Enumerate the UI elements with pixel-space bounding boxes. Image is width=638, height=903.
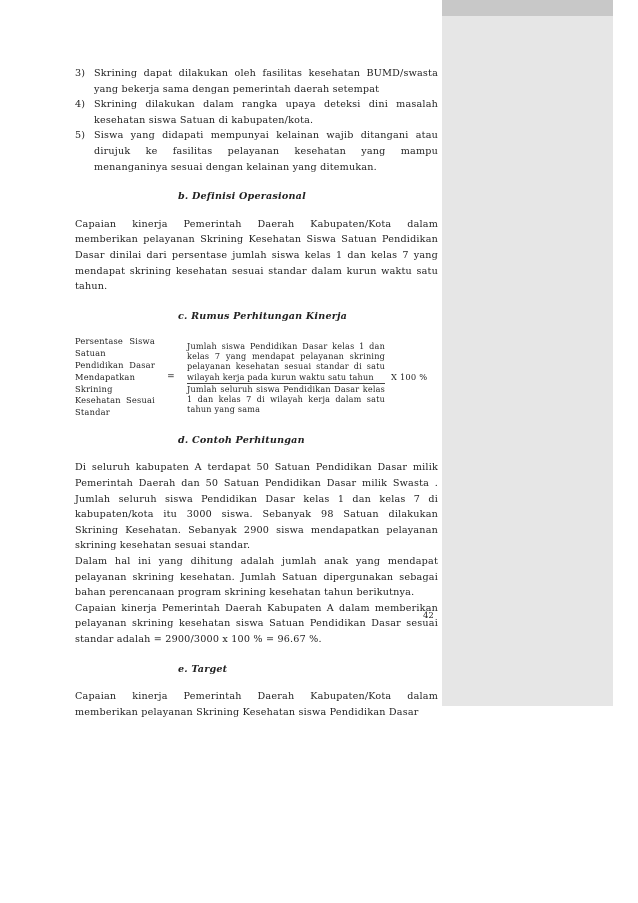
target-paragraph <box>75 689 438 720</box>
paragraph-text: Di seluruh kabupaten A terdapat 50 Satuan Pendidikan Dasar milik Pemerintah Daerah dan 50 Satuan Pendidikan Dasar milik Swasta . Jumlah seluruh siswa Pendidikan Dasar kelas 1 dan kelas 7 di kabupaten/kota itu 3000 siswa. Sebanyak 98 Satuan dilakukan Skrining Kesehatan. Sebanyak 2900 siswa mendapatkan pelayanan skrining kesehatan sesuai standar. <box>75 462 438 552</box>
formula-fraction <box>187 341 385 414</box>
list-text: Skrining dilakukan dalam rangka upaya deteksi dini masalah kesehatan siswa Satuan di kabupaten/kota. <box>94 99 438 126</box>
paragraph-text: Dalam hal ini yang dihitung adalah jumlah anak yang mendapat pelayanan skrining kesehatan. Jumlah Satuan dipergunakan sebagai bahan perencanaan program skrining kesehatan tahun berikutnya. <box>75 556 438 599</box>
document-page <box>75 66 438 720</box>
list-number: 3) <box>75 68 86 79</box>
list-item <box>75 97 438 128</box>
list-item <box>75 66 438 97</box>
paragraph-text: Capaian kinerja Pemerintah Daerah Kabupaten/Kota dalam memberikan pelayanan Skrining Kesehatan Siswa Satuan Pendidikan Dasar dinilai dari persentase jumlah siswa kelas 1 dan kelas 7 yang mendapat skrining kesehatan sesuai standar dalam kurun waktu satu tahun. <box>75 218 438 293</box>
definisi-paragraph <box>75 217 438 295</box>
list-number: 4) <box>75 99 86 111</box>
paragraph-text: Capaian kinerja Pemerintah Daerah Kabupaten/Kota dalam memberikan pelayanan Skrining Kesehatan siswa Pendidikan Dasar <box>75 691 438 718</box>
heading-definisi-operasional: b. Definisi Operasional <box>178 191 306 203</box>
formula-equals: = <box>167 371 175 382</box>
formula-numerator: Jumlah siswa Pendidikan Dasar kelas 1 dan kelas 7 yang mendapat pelayanan skrining pelayanan kesehatan sesuai standar di satu wilayah kerja pada kurun waktu satu tahun <box>187 341 385 384</box>
formula <box>75 336 438 419</box>
heading-rumus-perhitungan: c. Rumus Perhitungan Kinerja <box>178 310 348 322</box>
formula-denominator: Jumlah seluruh siswa Pendidikan Dasar kelas 1 dan kelas 7 di wilayah kerja dalam satu tahun yang sama <box>187 383 385 415</box>
formula-multiplier: X 100 % <box>391 371 428 382</box>
list-text: Skrining dapat dilakukan oleh fasilitas kesehatan BUMD/swasta yang bekerja sama dengan pemerintah daerah setempat <box>94 68 438 95</box>
list-number: 5) <box>75 130 86 142</box>
comment-pane <box>442 0 613 706</box>
page-number: 42 <box>423 611 434 621</box>
formula-label: Persentase Siswa Satuan Pendidikan Dasar Mendapatkan Skrining Kesehatan Sesuai Standar <box>75 336 155 418</box>
heading-target: e. Target <box>178 663 228 675</box>
contoh-paragraphs <box>75 460 438 647</box>
list-item <box>75 128 438 175</box>
list-text: Siswa yang didapati mempunyai kelainan wajib ditangani atau dirujuk ke fasilitas pelayanan kesehatan yang mampu menanganinya sesuai dengan kelainan yang ditemukan. <box>94 130 438 173</box>
comment-pane-header <box>442 0 613 16</box>
paragraph-text: Capaian kinerja Pemerintah Daerah Kabupaten A dalam memberikan pelayanan skrining kesehatan siswa Satuan Pendidikan Dasar sesuai standar adalah = 2900/3000 x 100 % = 96.67 %. <box>75 602 438 646</box>
heading-contoh-perhitungan: d. Contoh Perhitungan <box>178 434 305 446</box>
